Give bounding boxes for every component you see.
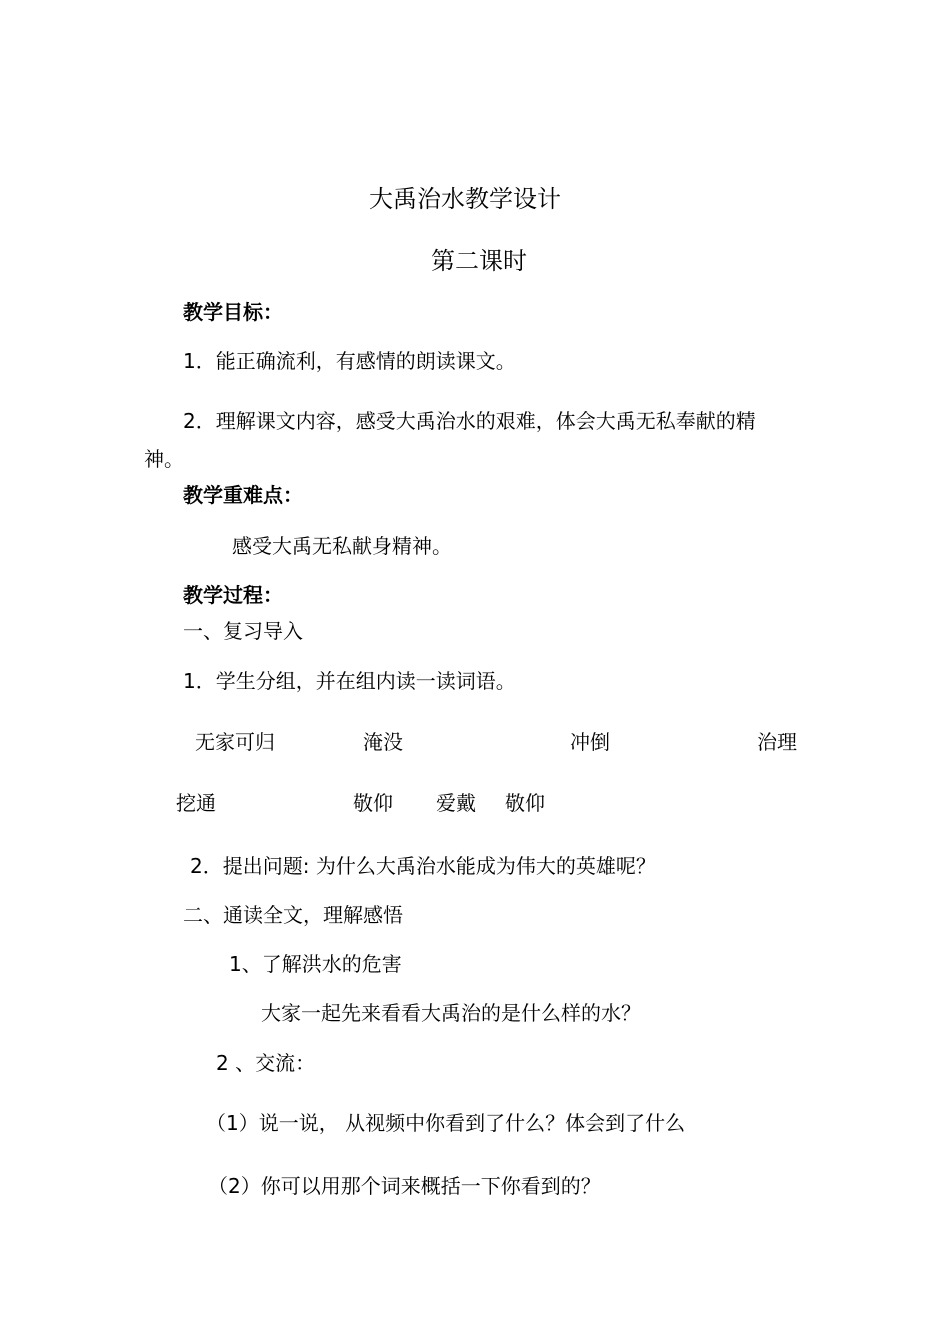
step-text: 2 、交流： [216, 1051, 316, 1075]
key-points-text: 感受大禹无私献身精神。 [232, 534, 452, 558]
vocab-word: 敬仰 [505, 791, 545, 815]
step-text: 1．学生分组，并在组内读一读词语。 [183, 669, 516, 693]
process-heading: 教学过程： [183, 583, 283, 607]
vocab-word: 敬仰 [353, 791, 393, 815]
vocab-word: 淹没 [363, 730, 403, 754]
vocab-word: 爱戴 [436, 791, 476, 815]
vocab-word: 治理 [757, 730, 797, 754]
vocab-word: 无家可归 [195, 730, 275, 754]
key-points-heading: 教学重难点： [183, 483, 303, 507]
section-heading: 二、通读全文，理解感悟 [183, 903, 403, 927]
question-text: （2）你可以用那个词来概括一下你看到的？ [208, 1174, 601, 1198]
objectives-heading: 教学目标： [183, 300, 283, 324]
step-text: 大家一起先来看看大禹治的是什么样的水？ [261, 1001, 641, 1025]
objective-item: 2．理解课文内容，感受大禹治水的艰难，体会大禹无私奉献的精 [183, 409, 756, 433]
objective-item: 1．能正确流利，有感情的朗读课文。 [183, 349, 516, 373]
objective-item-continuation: 神。 [144, 447, 184, 471]
vocab-word: 冲倒 [570, 730, 610, 754]
question-text: （1）说一说， 从视频中你看到了什么？体会到了什么 [206, 1111, 686, 1135]
vocab-word: 挖通 [176, 791, 216, 815]
document-title: 大禹治水教学设计 [369, 185, 561, 213]
step-text: 1、了解洪水的危害 [229, 952, 402, 976]
section-heading: 一、复习导入 [183, 619, 303, 643]
step-text: 2．提出问题: 为什么大禹治水能成为伟大的英雄呢？ [190, 854, 656, 878]
document-subtitle: 第二课时 [431, 247, 527, 275]
